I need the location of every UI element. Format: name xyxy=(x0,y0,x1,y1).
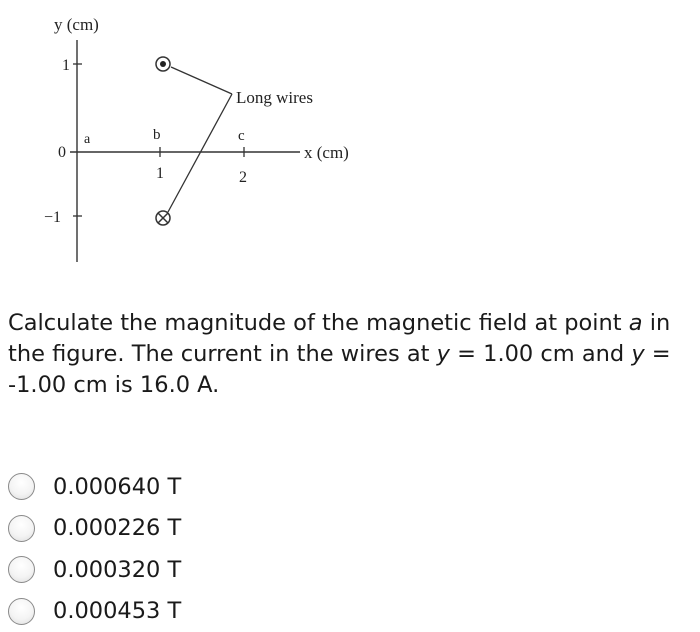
y-axis-label: y (cm) xyxy=(54,15,99,34)
dot-out-of-page-icon xyxy=(156,57,170,71)
point-label-b: b xyxy=(153,127,161,143)
choice-label: 0.000453 T xyxy=(53,598,181,624)
choice-label: 0.000640 T xyxy=(53,474,181,500)
y-tick-label-minus-1: −1 xyxy=(44,209,61,226)
answer-choice-1[interactable] xyxy=(8,466,408,508)
radio-button[interactable] xyxy=(8,598,35,625)
answer-choice-2[interactable] xyxy=(8,508,408,550)
answer-choice-3[interactable] xyxy=(8,549,408,591)
long-wires-label: Long wires xyxy=(236,88,313,107)
x-tick-label-1: 1 xyxy=(156,165,164,182)
y-tick-label-0: 0 xyxy=(58,144,66,161)
point-label-a: a xyxy=(84,132,91,147)
y-tick-label-1: 1 xyxy=(62,57,70,74)
cross-into-page-icon xyxy=(156,211,170,225)
answer-choices xyxy=(8,466,408,632)
answer-choice-4[interactable] xyxy=(8,591,408,632)
choice-label: 0.000320 T xyxy=(53,557,181,583)
x-tick-label-2: 2 xyxy=(239,169,247,186)
point-label-c: c xyxy=(238,128,245,144)
leader-line-bottom xyxy=(168,94,232,212)
radio-button[interactable] xyxy=(8,515,35,542)
question-text: Calculate the magnitude of the magnetic field at point a in the figure. The current in the wires at y = 1.00 cm and y = -1.00 cm is 16.0 A. xyxy=(8,308,688,401)
radio-button[interactable] xyxy=(8,556,35,583)
wire-figure xyxy=(0,0,700,280)
x-axis-label: x (cm) xyxy=(304,143,349,162)
choice-label: 0.000226 T xyxy=(53,515,181,541)
leader-line-top xyxy=(171,67,232,94)
radio-button[interactable] xyxy=(8,473,35,500)
